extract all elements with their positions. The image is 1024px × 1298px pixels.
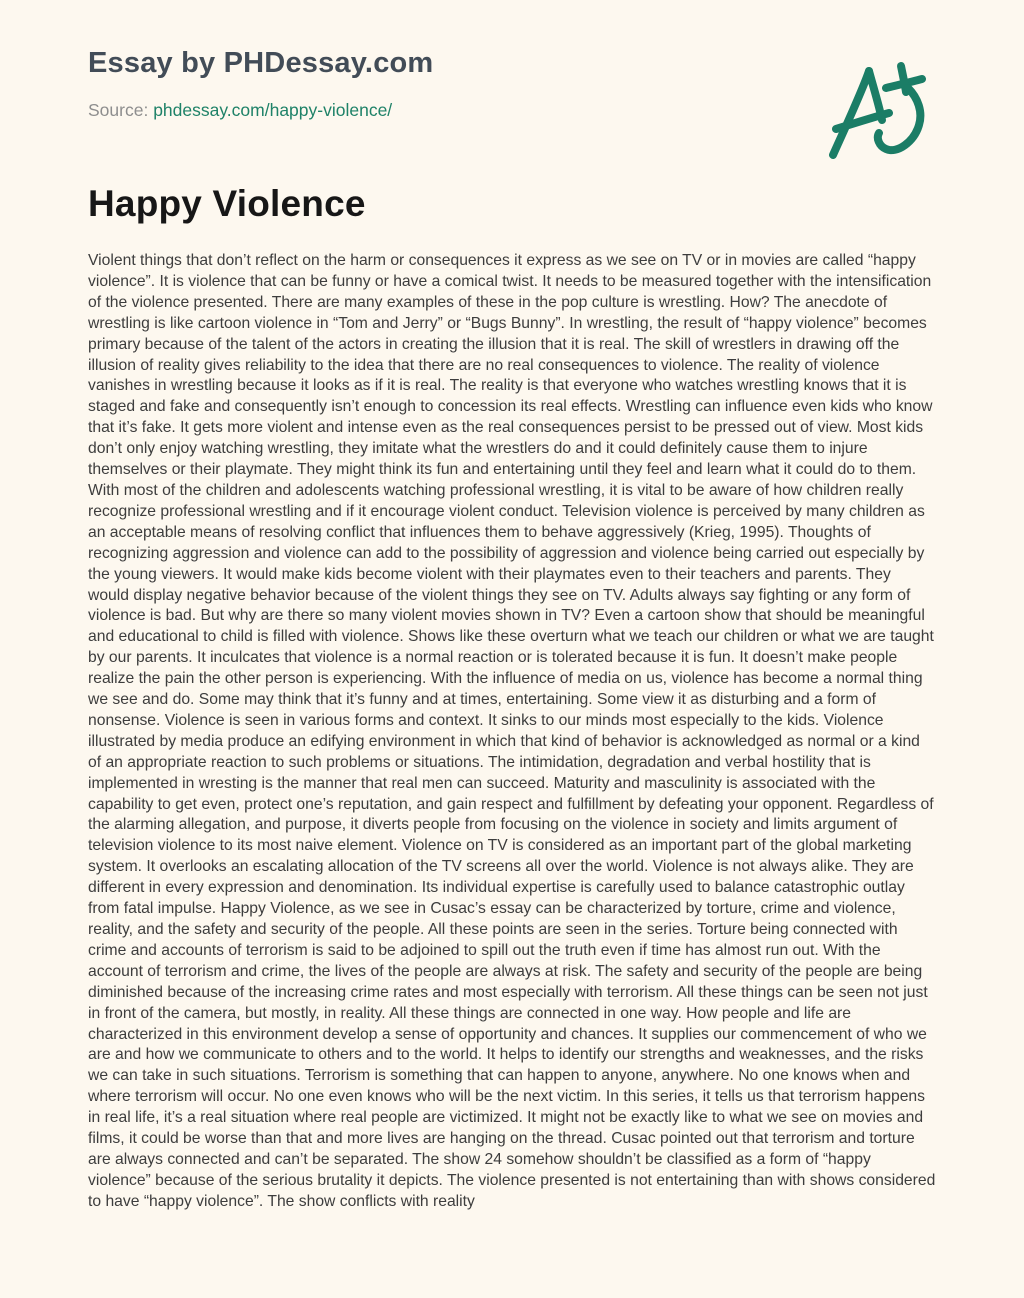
essay-body-text: Violent things that don’t reflect on the harm or consequences it express as we see on TV or in movies are called “happy violence”. It is violence that can be funny or have a comical twist. It needs to be measured together with the intensification of the violence presented. There are many examples of these in the pop culture is wrestling. How? The anecdote of wrestling is like cartoon violence in “Tom and Jerry” or “Bugs Bunny”. In wrestling, the result of “happy violence” becomes primary because of the talent of the actors in creating the illusion that it is real. The skill of wrestlers in drawing off the illusion of reality gives reliability to the idea that there are no real consequences to violence. The reality of violence vanishes in wrestling because it looks as if it is real. The reality is that everyone who watches wrestling knows that it is staged and fake and consequently isn’t enough to concession its real effects. Wrestling can influence even kids who know that it’s fake. It gets more violent and intense even as the real consequences persist to be pressed out of view. Most kids don’t only enjoy watching wrestling, they imitate what the wrestlers do and it could definitely cause them to injure themselves or their playmate. They might think its fun and entertaining until they feel and learn what it could do to them. With most of the children and adolescents watching professional wrestling, it is vital to be aware of how children really recognize professional wrestling and if it encourage violent conduct. Television violence is perceived by many children as an acceptable means of resolving conflict that influences them to behave aggressively (Krieg, 1995). Thoughts of recognizing aggression and violence can add to the possibility of aggression and violence being carried out especially by the young viewers. It would make kids become violent with their playmates even to their teachers and parents. They would display negative behavior because of the violent things they see on TV. Adults always say fighting or any form of violence is bad. But why are there so many violent movies shown in TV? Even a cartoon show that should be meaningful and educational to child is filled with violence. Shows like these overturn what we teach our children or what we are taught by our parents. It inculcates that violence is a normal reaction or is tolerated because it is fun. It doesn’t make people realize the pain the other person is experiencing. With the influence of media on us, violence has become a normal thing we see and do. Some may think that it’s funny and at times, entertaining. Some view it as disturbing and a form of nonsense. Violence is seen in various forms and context. It sinks to our minds most especially to the kids. Violence illustrated by media produce an edifying environment in which that kind of behavior is acknowledged as normal or a kind of an appropriate reaction to such problems or situations. The intimidation, degradation and verbal hostility that is implemented in wresting is the manner that real men can succeed. Maturity and masculinity is associated with the capability to get even, protect one’s reputation, and gain respect and fulfillment by defeating your opponent. Regardless of the alarming allegation, and purpose, it diverts people from focusing on the violence in society and limits argument of television violence to its most naive element. Violence on TV is considered as an important part of the global marketing system. It overlooks an escalating allocation of the TV screens all over the world. Violence is not always alike. They are different in every expression and denomination. Its individual expertise is carefully used to balance catastrophic outlay from fatal impulse. Happy Violence, as we see in Cusac’s essay can be characterized by torture, crime and violence, reality, and the safety and security of the people. All these points are seen in the series. Torture being connected with crime and accounts of terrorism is said to be adjoined to spill out the truth even if time has almost run out. With the account of terrorism and crime, the lives of the people are always at risk. The safety and security of the people are being diminished because of the increasing crime rates and most especially with terrorism. All these things can be seen not just in front of the camera, but mostly, in reality. All these things are connected in one way. How people and life are characterized in this environment develop a sense of opportunity and chances. It supplies our commencement of who we are and how we communicate to others and to the world. It helps to identify our strengths and weaknesses, and the risks we can take in such situations. Terrorism is something that can happen to anyone, anywhere. No one knows when and where terrorism will occur. No one even knows who will be the next victim. In this series, it tells us that terrorism happens in real life, it’s a real situation where real people are victimized. It might not be exactly like to what we see on movies and films, it could be worse than that and more lives are hanging on the thread. Cusac pointed out that terrorism and torture are always connected and can’t be separated. The show 24 somehow shouldn’t be classified as a form of “happy violence” because of the serious brutality it depicts. The violence presented is not entertaining than with shows considered to have “happy violence”. The show conflicts with reality [88,252,936,1210]
a-plus-logo-icon [825,55,935,165]
source-line [88,100,392,121]
source-link[interactable]: phdessay.com/happy-violence/ [153,100,393,120]
page-title: Happy Violence [88,183,366,224]
source-label: Source: [88,100,149,120]
byline: Essay by PHDessay.com [88,47,434,79]
